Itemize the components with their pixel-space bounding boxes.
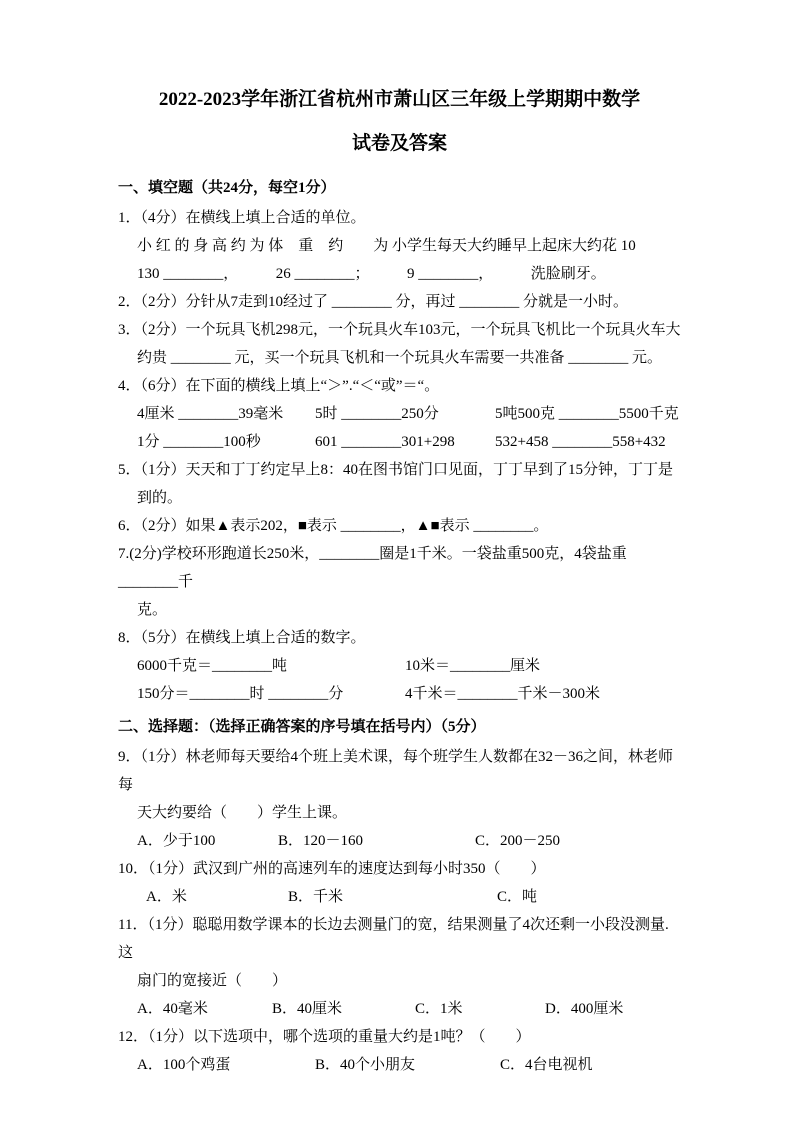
question-4 bbox=[118, 372, 681, 456]
exam-title-line1: 2022-2023学年浙江省杭州市萧山区三年级上学期期中数学 bbox=[158, 89, 641, 110]
q5-line2: 到的。 bbox=[137, 490, 183, 506]
q10-line1: 10．（1分）武汉到广州的高速列车的速度达到每小时350（ ） bbox=[118, 861, 546, 877]
q10-options bbox=[118, 883, 681, 911]
q1-line1: 小 红 的 身 高 约 为 体 重 约 为 小学生每天大约睡早上起床大约花 10 bbox=[137, 238, 636, 254]
q12-option-c: C．4台电视机 bbox=[500, 1057, 593, 1073]
q4-item-1: 4厘米 ________39毫米 bbox=[137, 406, 284, 422]
question-12 bbox=[118, 1023, 681, 1079]
question-7 bbox=[118, 540, 681, 624]
q8-row2 bbox=[118, 680, 681, 708]
question-6 bbox=[118, 512, 681, 540]
q3-line1: 3．（2分）一个玩具飞机298元，一个玩具火车103元，一个玩具飞机比一个玩具火车大 bbox=[118, 322, 681, 338]
question-8 bbox=[118, 624, 681, 708]
q7-line1: 7.(2分)学校环形跑道长250米，________圈是1千米。一袋盐重500克，4袋盐重 ________千 bbox=[118, 546, 631, 590]
q9-options bbox=[118, 827, 681, 855]
question-1 bbox=[118, 204, 681, 288]
q11-line1: 11．（1分）聪聪用数学课本的长边去测量门的宽，结果测量了4次还剩一小段没测量. 这 bbox=[118, 917, 673, 961]
q11-option-c: C．1米 bbox=[415, 1001, 463, 1017]
q11-option-a: A．40毫米 bbox=[137, 1001, 208, 1017]
q3-line2: 约贵 ________ 元，买一个玩具飞机和一个玩具火车需要一共准备 ________ 元。 bbox=[137, 350, 663, 366]
q12-option-b: B．40个小朋友 bbox=[315, 1057, 416, 1073]
q8-item-1: 6000千克＝________吨 bbox=[137, 658, 288, 674]
q4-item-3: 5吨500克 ________5500千克 bbox=[495, 406, 679, 422]
q10-option-c: C．吨 bbox=[497, 889, 538, 905]
q8-item-2: 10米＝________厘米 bbox=[405, 658, 541, 674]
q8-row1 bbox=[118, 652, 681, 680]
q9-line1: 9．（1分）林老师每天要给4个班上美术课，每个班学生人数都在32－36之间，林老师每 bbox=[118, 749, 674, 793]
q4-item-5: 601 ________301+298 bbox=[315, 434, 455, 450]
q6-line1: 6．（2分）如果▲表示202，■表示 ________，▲■表示 ________。 bbox=[118, 518, 549, 534]
q9-option-b: B．120－160 bbox=[278, 833, 364, 849]
q11-option-d: D．400厘米 bbox=[545, 1001, 624, 1017]
exam-title bbox=[118, 78, 681, 166]
q5-line1: 5．（1分）天天和丁丁约定早上8：40在图书馆门口见面，丁丁早到了15分钟，丁丁是 bbox=[118, 462, 674, 478]
q4-item-4: 1分 ________100秒 bbox=[137, 434, 261, 450]
q11-option-b: B．40厘米 bbox=[272, 1001, 343, 1017]
q11-options bbox=[118, 995, 681, 1023]
question-9 bbox=[118, 743, 681, 855]
q1-line2: 130 ________， 26 ________； 9 ________， 洗脸刷牙。 bbox=[137, 266, 606, 282]
q9-option-a: A．少于100 bbox=[137, 833, 216, 849]
question-10 bbox=[118, 855, 681, 911]
question-2 bbox=[118, 288, 681, 316]
q4-item-2: 5时 ________250分 bbox=[315, 406, 439, 422]
q9-line2: 天大约要给（ ）学生上课。 bbox=[137, 805, 348, 821]
q10-option-a: A．米 bbox=[146, 889, 187, 905]
question-5 bbox=[118, 456, 681, 512]
q4-head: 4．（6分）在下面的横线上填上“＞”.“＜“或”＝“。 bbox=[118, 378, 440, 394]
q8-item-4: 4千米＝________千米－300米 bbox=[405, 686, 601, 702]
q4-row1 bbox=[118, 400, 681, 428]
q12-options bbox=[118, 1051, 681, 1079]
section-1-heading: 一、填空题（共24分，每空1分） bbox=[118, 180, 336, 196]
q2-line1: 2．（2分）分针从7走到10经过了 ________ 分，再过 ________ 分就是一小时。 bbox=[118, 294, 629, 310]
q8-item-3: 150分＝________时 ________分 bbox=[137, 686, 344, 702]
question-3 bbox=[118, 316, 681, 372]
q9-option-c: C．200－250 bbox=[475, 833, 561, 849]
q10-option-b: B．千米 bbox=[288, 889, 344, 905]
section-2-heading: 二、选择题：（选择正确答案的序号填在括号内）（5分） bbox=[118, 719, 486, 735]
q1-head: 1．（4分）在横线上填上合适的单位。 bbox=[118, 210, 366, 226]
q7-line2: 克。 bbox=[137, 602, 168, 618]
q8-head: 8．（5分）在横线上填上合适的数字。 bbox=[118, 630, 366, 646]
q11-line2: 扇门的宽接近（ ） bbox=[137, 973, 288, 989]
q4-row2 bbox=[118, 428, 681, 456]
q4-item-6: 532+458 ________558+432 bbox=[495, 434, 666, 450]
q12-option-a: A．100个鸡蛋 bbox=[137, 1057, 231, 1073]
question-11 bbox=[118, 911, 681, 1023]
q12-line1: 12．（1分）以下选项中，哪个选项的重量大约是1吨？（ ） bbox=[118, 1029, 531, 1045]
exam-title-line2: 试卷及答案 bbox=[351, 133, 447, 154]
